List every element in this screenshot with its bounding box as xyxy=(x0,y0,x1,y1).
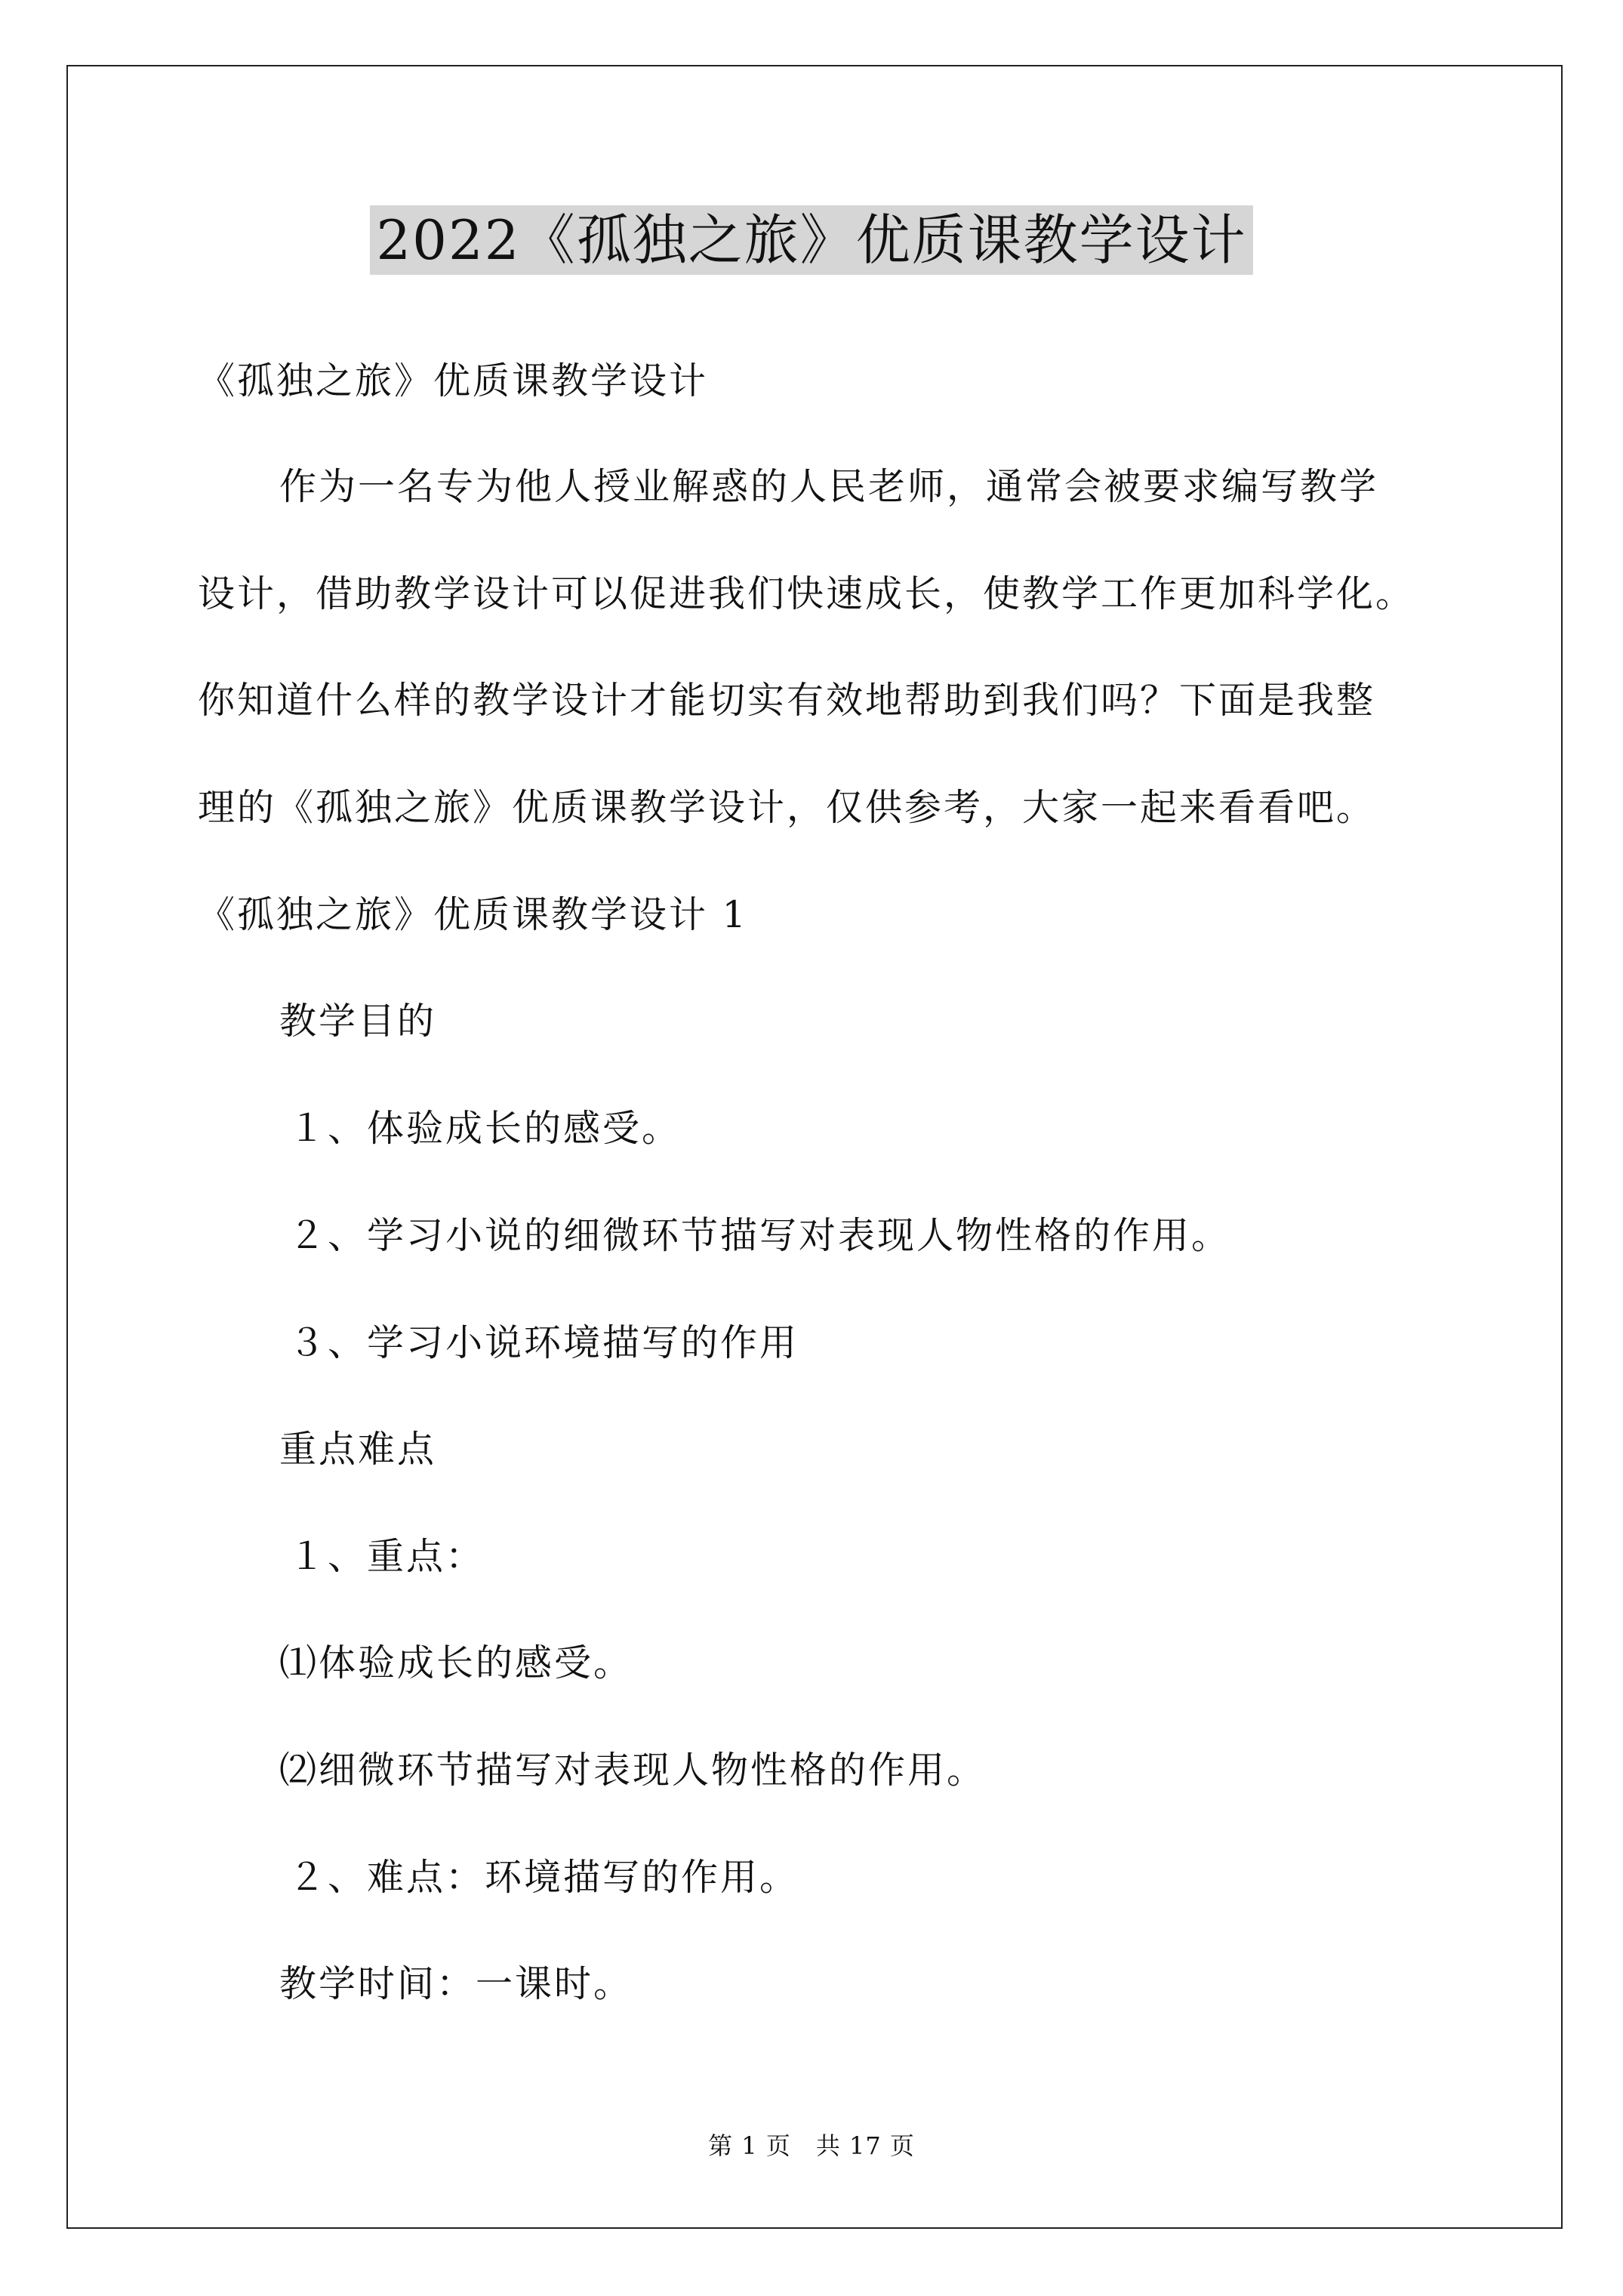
paragraph-line: 理的《孤独之旅》优质课教学设计，仅供参考，大家一起来看看吧。 xyxy=(198,786,1376,829)
list-subitem: ⑵细微环节描写对表现人物性格的作用。 xyxy=(279,1749,987,1792)
list-item: １、体验成长的感受。 xyxy=(288,1107,682,1150)
list-item: ２、难点：环境描写的作用。 xyxy=(288,1856,799,1899)
list-item: ２、学习小说的细微环节描写对表现人物性格的作用。 xyxy=(288,1214,1231,1257)
list-item: １、重点： xyxy=(288,1535,485,1578)
subtitle-line: 《孤独之旅》优质课教学设计 xyxy=(198,359,709,402)
paragraph-line: 作为一名专为他人授业解惑的人民老师，通常会被要求编写教学 xyxy=(279,465,1379,508)
list-item: ３、学习小说环境描写的作用 xyxy=(288,1321,799,1364)
paragraph-line: 教学时间：一课时。 xyxy=(279,1962,633,2005)
paragraph-line: 你知道什么样的教学设计才能切实有效地帮助到我们吗？下面是我整 xyxy=(198,679,1376,722)
list-subitem: ⑴体验成长的感受。 xyxy=(279,1641,633,1684)
paragraph-line: 设计，借助教学设计可以促进我们快速成长，使教学工作更加科学化。 xyxy=(198,572,1415,615)
document-title xyxy=(0,202,1623,278)
section-subheading: 教学目的 xyxy=(279,1000,437,1043)
document-title-text: 2022《孤独之旅》优质课教学设计 xyxy=(370,205,1252,275)
page-number-footer: 第 1 页 共 17 页 xyxy=(708,2131,915,2160)
section-subheading: 重点难点 xyxy=(279,1428,437,1471)
section-heading: 《孤独之旅》优质课教学设计 1 xyxy=(198,893,748,936)
